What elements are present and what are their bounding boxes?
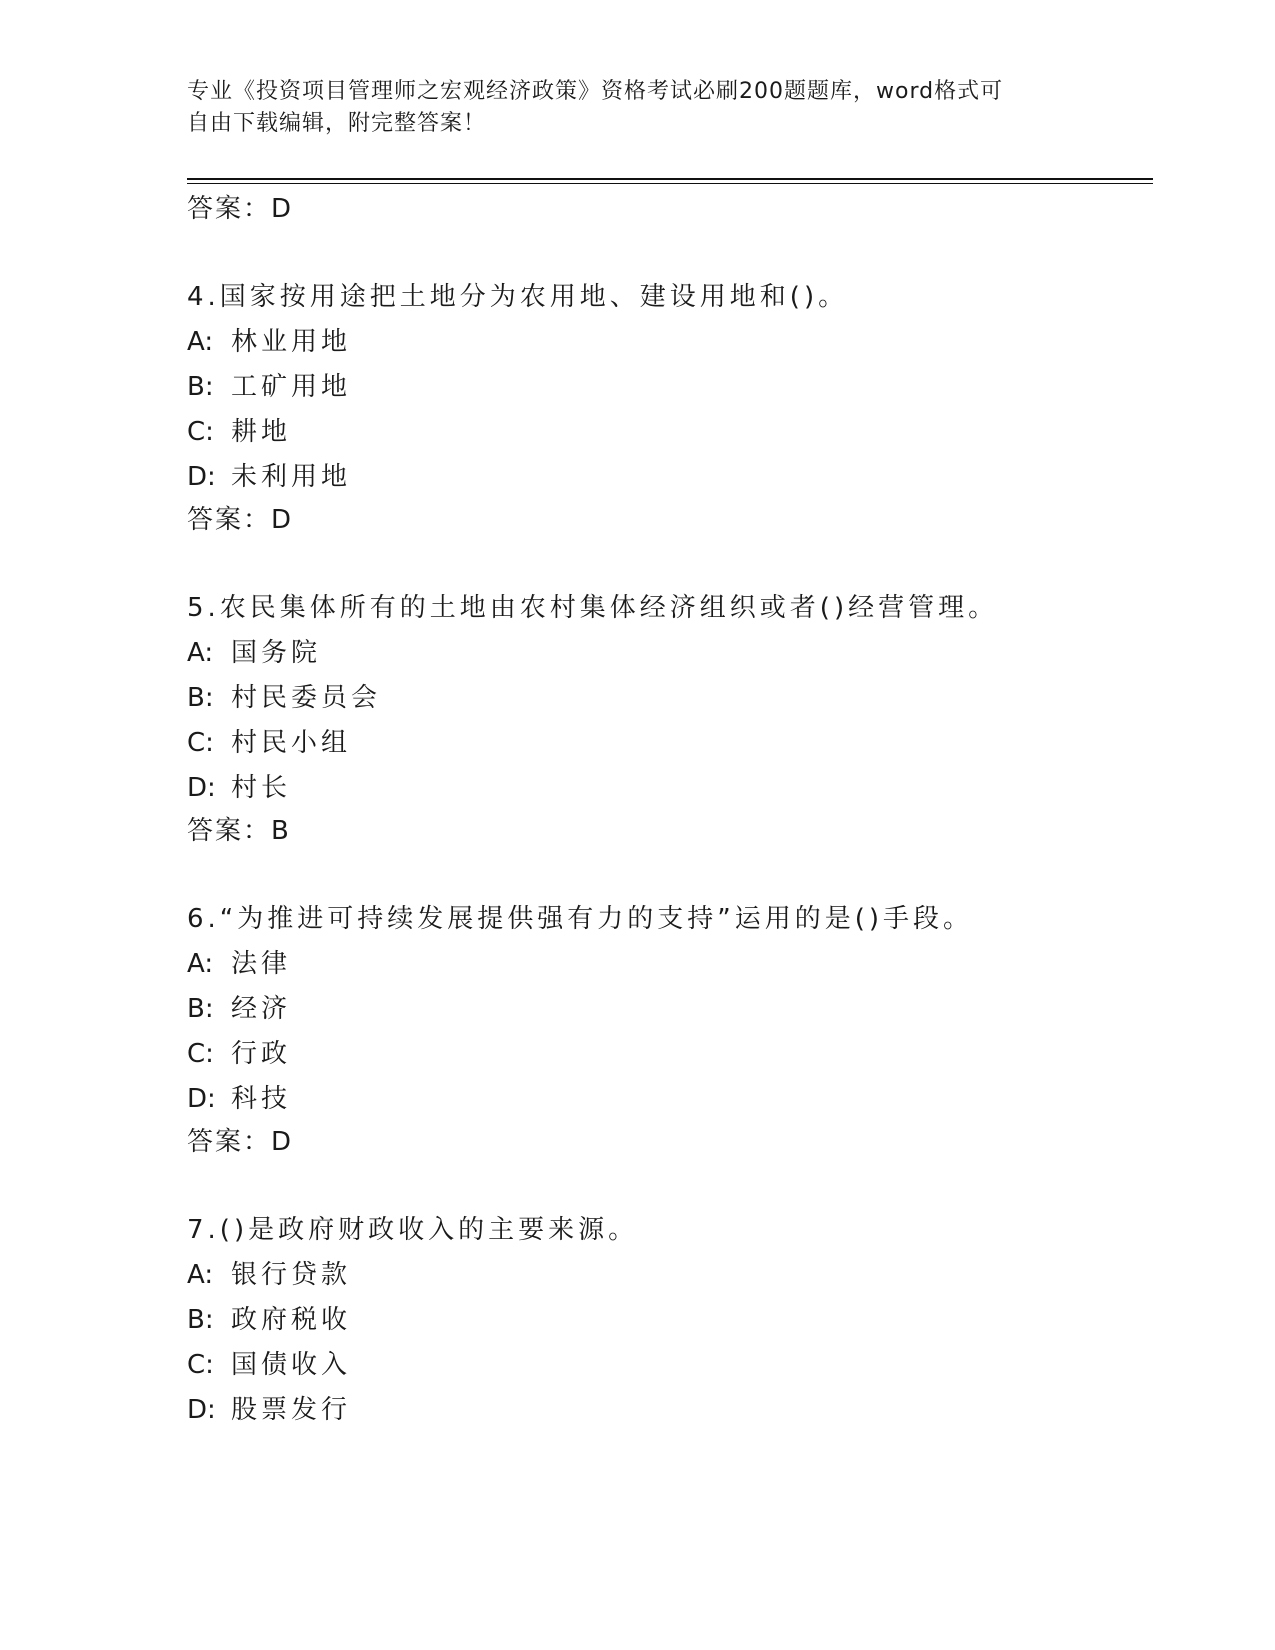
option-text: 政府税收: [231, 1305, 352, 1335]
option-b: [187, 372, 1153, 402]
answer-value: D: [271, 194, 292, 224]
option-c: [187, 417, 1153, 447]
header-divider-thick: [187, 178, 1153, 180]
option-letter: D:: [187, 1395, 216, 1425]
question-block: [187, 1215, 1153, 1425]
option-text: 耕地: [231, 417, 292, 447]
answer-line: [187, 505, 1153, 535]
option-text: 股票发行: [231, 1395, 352, 1425]
option-letter: B:: [187, 683, 214, 713]
option-c: [187, 728, 1153, 758]
option-text: 未利用地: [231, 462, 352, 492]
answer-label: 答案：: [187, 1127, 272, 1157]
question-block: [187, 904, 1153, 1157]
option-text: 科技: [231, 1084, 292, 1114]
answer-line: [187, 1127, 1153, 1157]
header-title-line-1: 专业《投资项目管理师之宏观经济政策》资格考试必刷200题题库，word格式可: [187, 79, 1004, 104]
question-text: 7.()是政府财政收入的主要来源。: [187, 1215, 639, 1245]
option-letter: D:: [187, 1084, 216, 1114]
option-letter: A:: [187, 638, 214, 668]
option-letter: C:: [187, 728, 214, 758]
option-c: [187, 1039, 1153, 1069]
option-a: [187, 327, 1153, 357]
option-a: [187, 638, 1153, 668]
question-text: 4.国家按用途把土地分为农用地、建设用地和()。: [187, 282, 849, 312]
option-c: [187, 1350, 1153, 1380]
option-text: 林业用地: [231, 327, 352, 357]
option-d: [187, 1395, 1153, 1425]
option-letter: C:: [187, 417, 214, 447]
option-letter: B:: [187, 994, 214, 1024]
option-b: [187, 683, 1153, 713]
answer-label: 答案：: [187, 816, 272, 846]
answer-value: D: [271, 505, 292, 535]
option-text: 行政: [231, 1039, 292, 1069]
answer-value: D: [271, 1127, 292, 1157]
option-a: [187, 1260, 1153, 1290]
option-text: 国债收入: [231, 1350, 352, 1380]
option-d: [187, 1084, 1153, 1114]
option-d: [187, 462, 1153, 492]
answer-value: B: [271, 816, 289, 846]
option-text: 经济: [231, 994, 292, 1024]
option-text: 法律: [231, 949, 292, 979]
header-title-line-2: 自由下载编辑，附完整答案！: [187, 111, 487, 136]
option-letter: C:: [187, 1039, 214, 1069]
answer-line: [187, 816, 1153, 846]
option-b: [187, 994, 1153, 1024]
document-body: [187, 194, 1153, 1440]
option-a: [187, 949, 1153, 979]
answer-label: 答案：: [187, 194, 272, 224]
answer-label: 答案：: [187, 505, 272, 535]
option-text: 村民小组: [231, 728, 352, 758]
option-letter: C:: [187, 1350, 214, 1380]
question-block: [187, 593, 1153, 846]
option-letter: A:: [187, 949, 214, 979]
document-header: [187, 76, 1067, 140]
option-letter: B:: [187, 1305, 214, 1335]
option-text: 国务院: [231, 638, 322, 668]
option-letter: A:: [187, 327, 214, 357]
option-text: 村民委员会: [231, 683, 382, 713]
option-letter: D:: [187, 462, 216, 492]
answer-line: [187, 194, 1153, 224]
question-block: [187, 282, 1153, 535]
option-b: [187, 1305, 1153, 1335]
option-d: [187, 773, 1153, 803]
option-letter: D:: [187, 773, 216, 803]
option-text: 村长: [231, 773, 292, 803]
option-letter: A:: [187, 1260, 214, 1290]
question-text: 6.“为推进可持续发展提供强有力的支持”运用的是()手段。: [187, 904, 974, 934]
question-text: 5.农民集体所有的土地由农村集体经济组织或者()经营管理。: [187, 593, 999, 623]
option-text: 银行贷款: [231, 1260, 352, 1290]
option-letter: B:: [187, 372, 214, 402]
header-divider-thin: [187, 183, 1153, 184]
option-text: 工矿用地: [231, 372, 352, 402]
